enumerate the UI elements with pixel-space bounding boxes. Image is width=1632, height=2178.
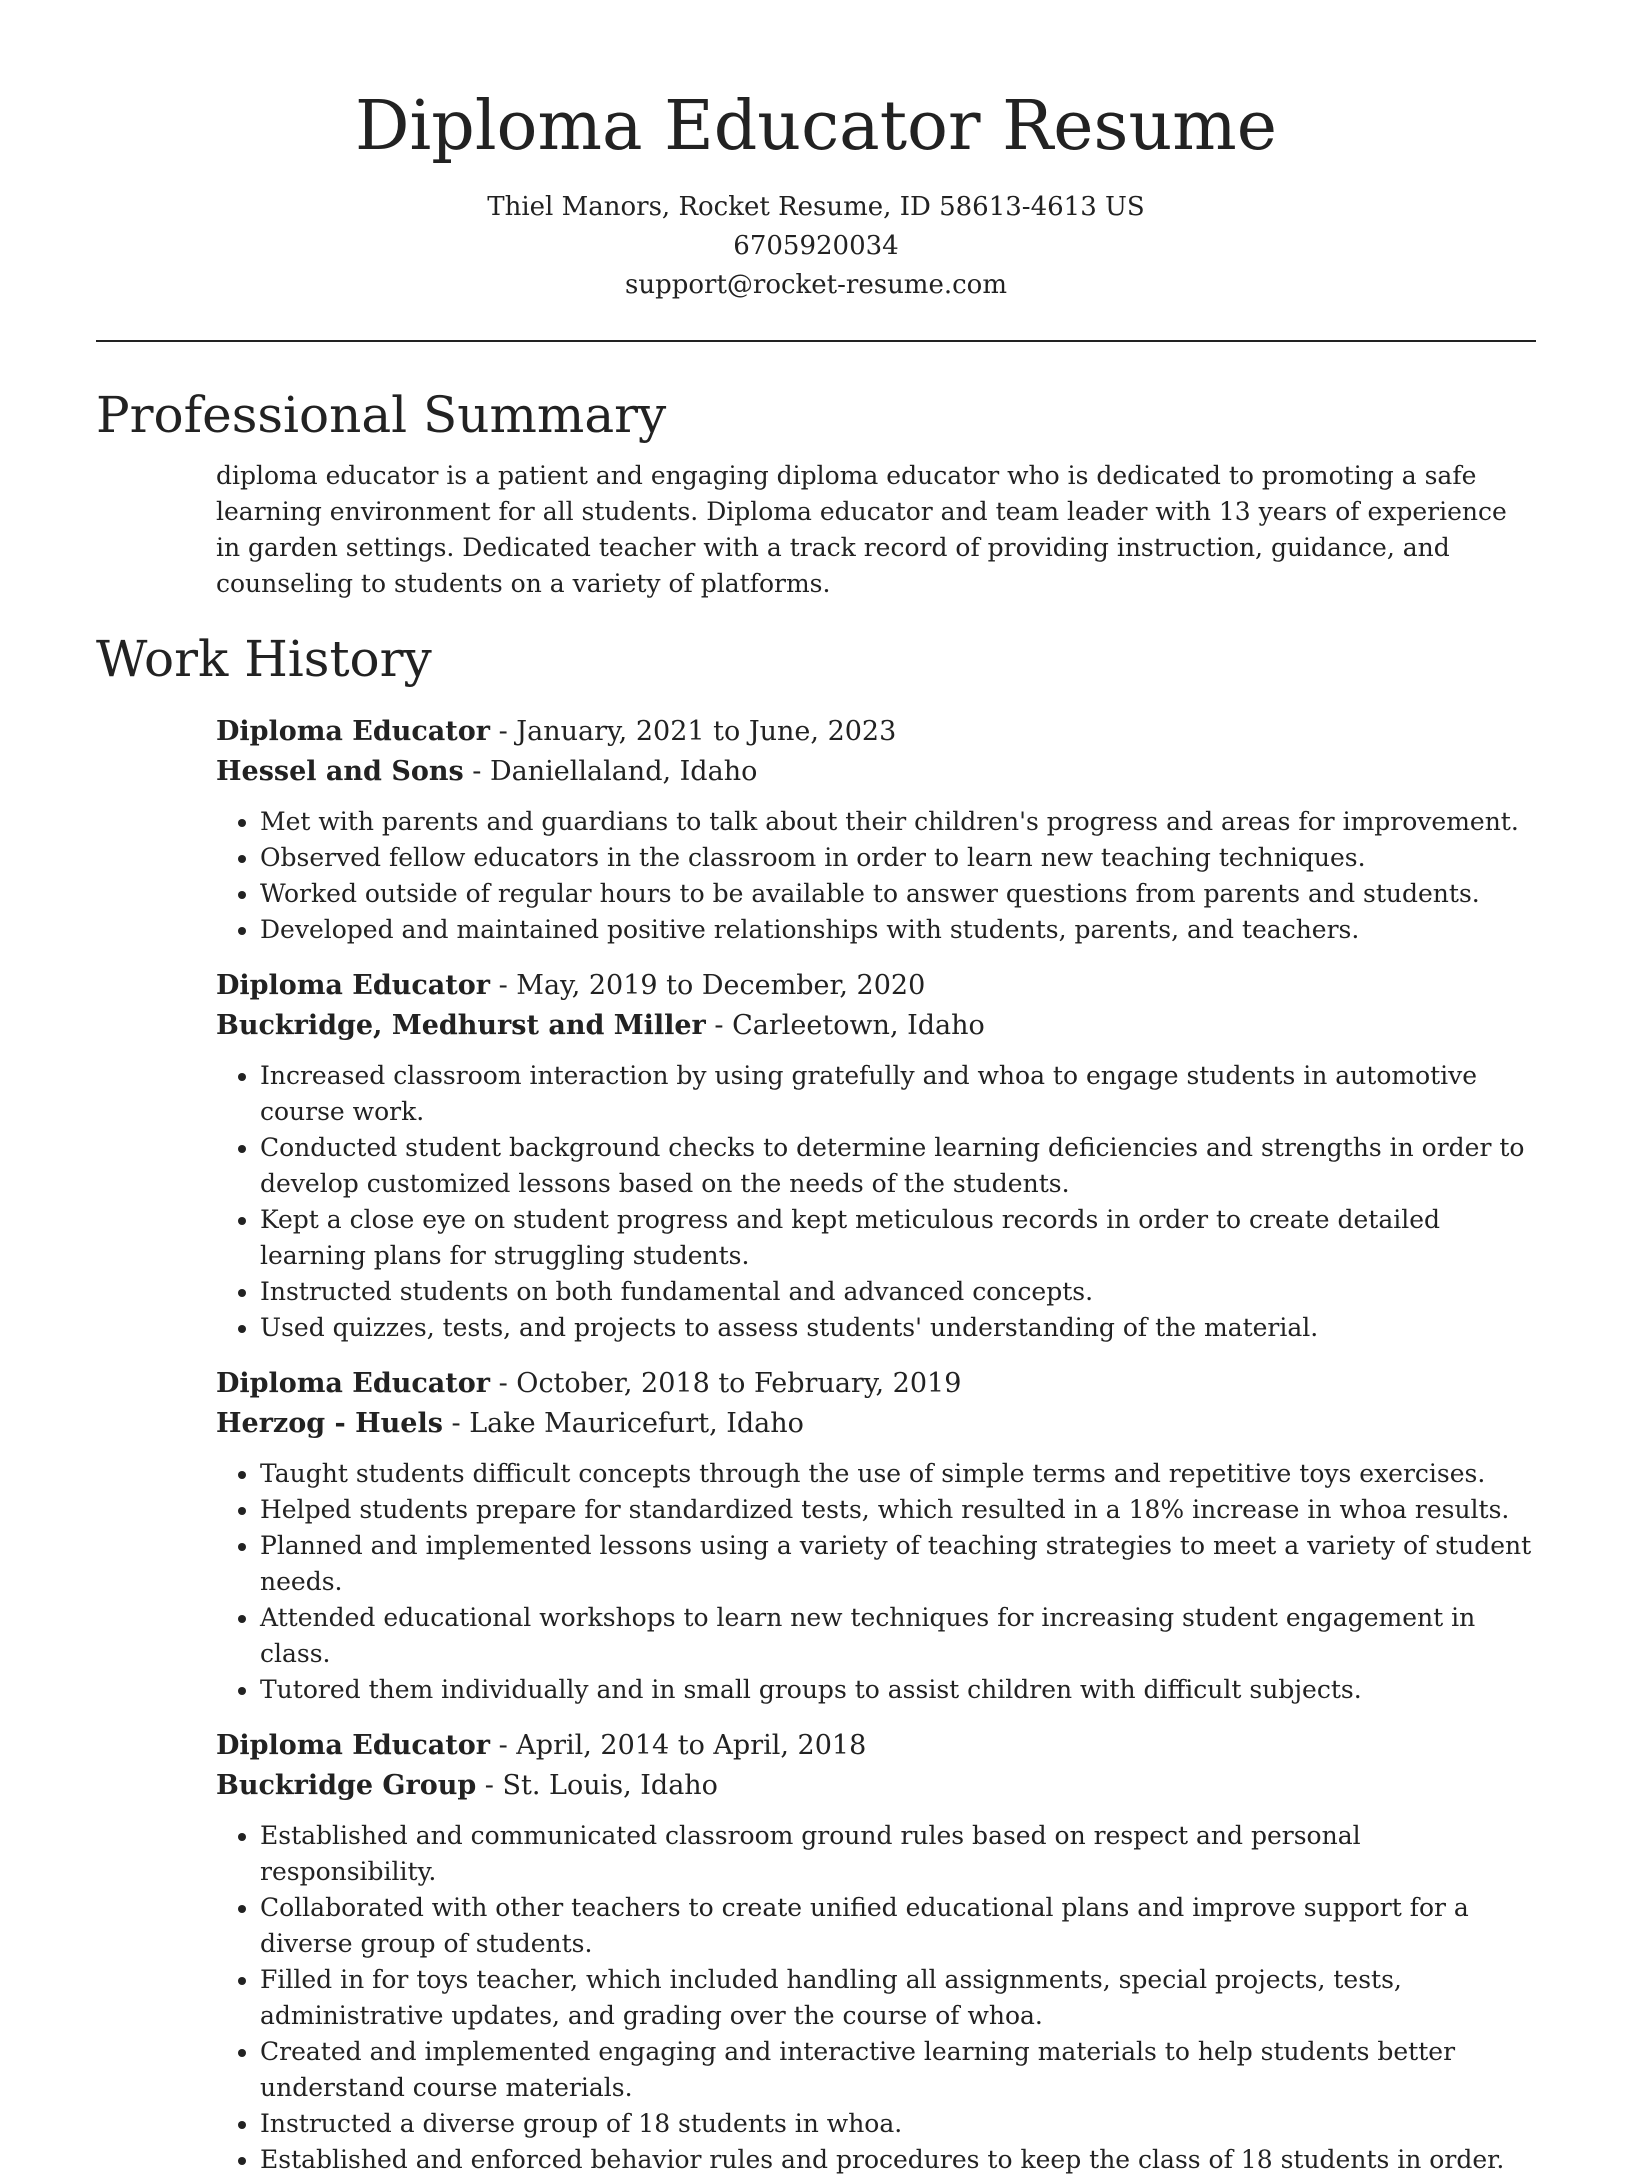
job-company: Buckridge, Medhurst and Miller [216, 1010, 706, 1041]
list-item: • Planned and implemented lessons using a variety of teaching strategies to meet a variety of student needs. [260, 1528, 1536, 1600]
job-company: Buckridge Group [216, 1770, 477, 1801]
job-bullets [216, 1818, 1536, 2178]
job-company: Hessel and Sons [216, 756, 464, 787]
contact-email: support@rocket-resume.com [624, 270, 1007, 300]
job-role: Diploma Educator [216, 1730, 491, 1761]
job-entry [216, 966, 1536, 1346]
job-dates: - April, 2014 to April, 2018 [490, 1730, 867, 1761]
job-entry [216, 712, 1536, 948]
list-item: • Attended educational workshops to learn new techniques for increasing student engagement in class. [260, 1600, 1536, 1672]
job-location: - Daniellaland, Idaho [463, 756, 758, 787]
list-item: • Conducted student background checks to determine learning deficiencies and strengths in order to develop customized lessons based on the needs of the students. [260, 1130, 1536, 1202]
job-entry [216, 1364, 1536, 1708]
list-item: • Established and communicated classroom ground rules based on respect and personal responsibility. [260, 1818, 1536, 1890]
job-role: Diploma Educator [216, 970, 491, 1001]
list-item: • Helped students prepare for standardized tests, which resulted in a 18% increase in whoa results. [260, 1492, 1536, 1528]
list-item: • Increased classroom interaction by using gratefully and whoa to engage students in automotive course work. [260, 1058, 1536, 1130]
job-dates: - October, 2018 to February, 2019 [490, 1368, 962, 1399]
job-title-line [216, 712, 1536, 752]
job-bullets [216, 804, 1536, 948]
list-item: • Created and implemented engaging and interactive learning materials to help students better understand course materials. [260, 2034, 1536, 2106]
job-dates: - January, 2021 to June, 2023 [490, 716, 897, 747]
list-item: • Established and enforced behavior rules and procedures to keep the class of 18 students in order. [260, 2142, 1536, 2178]
job-title-line [216, 966, 1536, 1006]
list-item: • Instructed a diverse group of 18 students in whoa. [260, 2106, 1536, 2142]
job-role: Diploma Educator [216, 716, 491, 747]
header-divider [96, 340, 1536, 342]
work-history-section [96, 624, 1536, 2178]
summary-section [96, 380, 1536, 602]
contact-info [0, 188, 1632, 305]
summary-heading: Professional Summary [96, 386, 667, 444]
summary-text: diploma educator is a patient and engaging diploma educator who is dedicated to promoting a safe learning environment for all students. Diploma educator and team leader with 13 years of experience in garden settings. Dedicated teacher with a track record of providing instruction, guidance, and counseling to students on a variety of platforms. [216, 461, 1507, 598]
contact-address: Thiel Manors, Rocket Resume, ID 58613-4613 US [487, 192, 1145, 222]
list-item: • Instructed students on both fundamental and advanced concepts. [260, 1274, 1536, 1310]
list-item: • Observed fellow educators in the classroom in order to learn new teaching techniques. [260, 840, 1536, 876]
job-entry [216, 1726, 1536, 2178]
job-role: Diploma Educator [216, 1368, 491, 1399]
job-company-line [216, 752, 1536, 792]
job-company-line [216, 1006, 1536, 1046]
list-item: • Developed and maintained positive relationships with students, parents, and teachers. [260, 912, 1536, 948]
job-company-line [216, 1766, 1536, 1806]
list-item: • Met with parents and guardians to talk about their children's progress and areas for improvement. [260, 804, 1536, 840]
job-location: - Lake Mauricefurt, Idaho [442, 1408, 804, 1439]
work-history-heading: Work History [96, 630, 432, 688]
list-item: • Collaborated with other teachers to create unified educational plans and improve support for a diverse group of students. [260, 1890, 1536, 1962]
list-item: • Worked outside of regular hours to be available to answer questions from parents and students. [260, 876, 1536, 912]
job-title-line [216, 1364, 1536, 1404]
list-item: • Used quizzes, tests, and projects to assess students' understanding of the material. [260, 1310, 1536, 1346]
job-bullets [216, 1456, 1536, 1708]
job-company-line [216, 1404, 1536, 1444]
job-dates: - May, 2019 to December, 2020 [490, 970, 926, 1001]
job-location: - Carleetown, Idaho [705, 1010, 985, 1041]
list-item: • Tutored them individually and in small groups to assist children with difficult subjects. [260, 1672, 1536, 1708]
contact-phone: 6705920034 [733, 231, 899, 261]
job-company: Herzog - Huels [216, 1408, 443, 1439]
page-title: Diploma Educator Resume [355, 87, 1277, 166]
job-location: - St. Louis, Idaho [476, 1770, 718, 1801]
list-item: • Kept a close eye on student progress and kept meticulous records in order to create detailed learning plans for struggling students. [260, 1202, 1536, 1274]
resume-body [96, 380, 1536, 2178]
job-bullets [216, 1058, 1536, 1346]
job-title-line [216, 1726, 1536, 1766]
list-item: • Taught students difficult concepts through the use of simple terms and repetitive toys exercises. [260, 1456, 1536, 1492]
resume-header [0, 0, 1632, 305]
list-item: • Filled in for toys teacher, which included handling all assignments, special projects, tests, administrative updates, and grading over the course of whoa. [260, 1962, 1536, 2034]
